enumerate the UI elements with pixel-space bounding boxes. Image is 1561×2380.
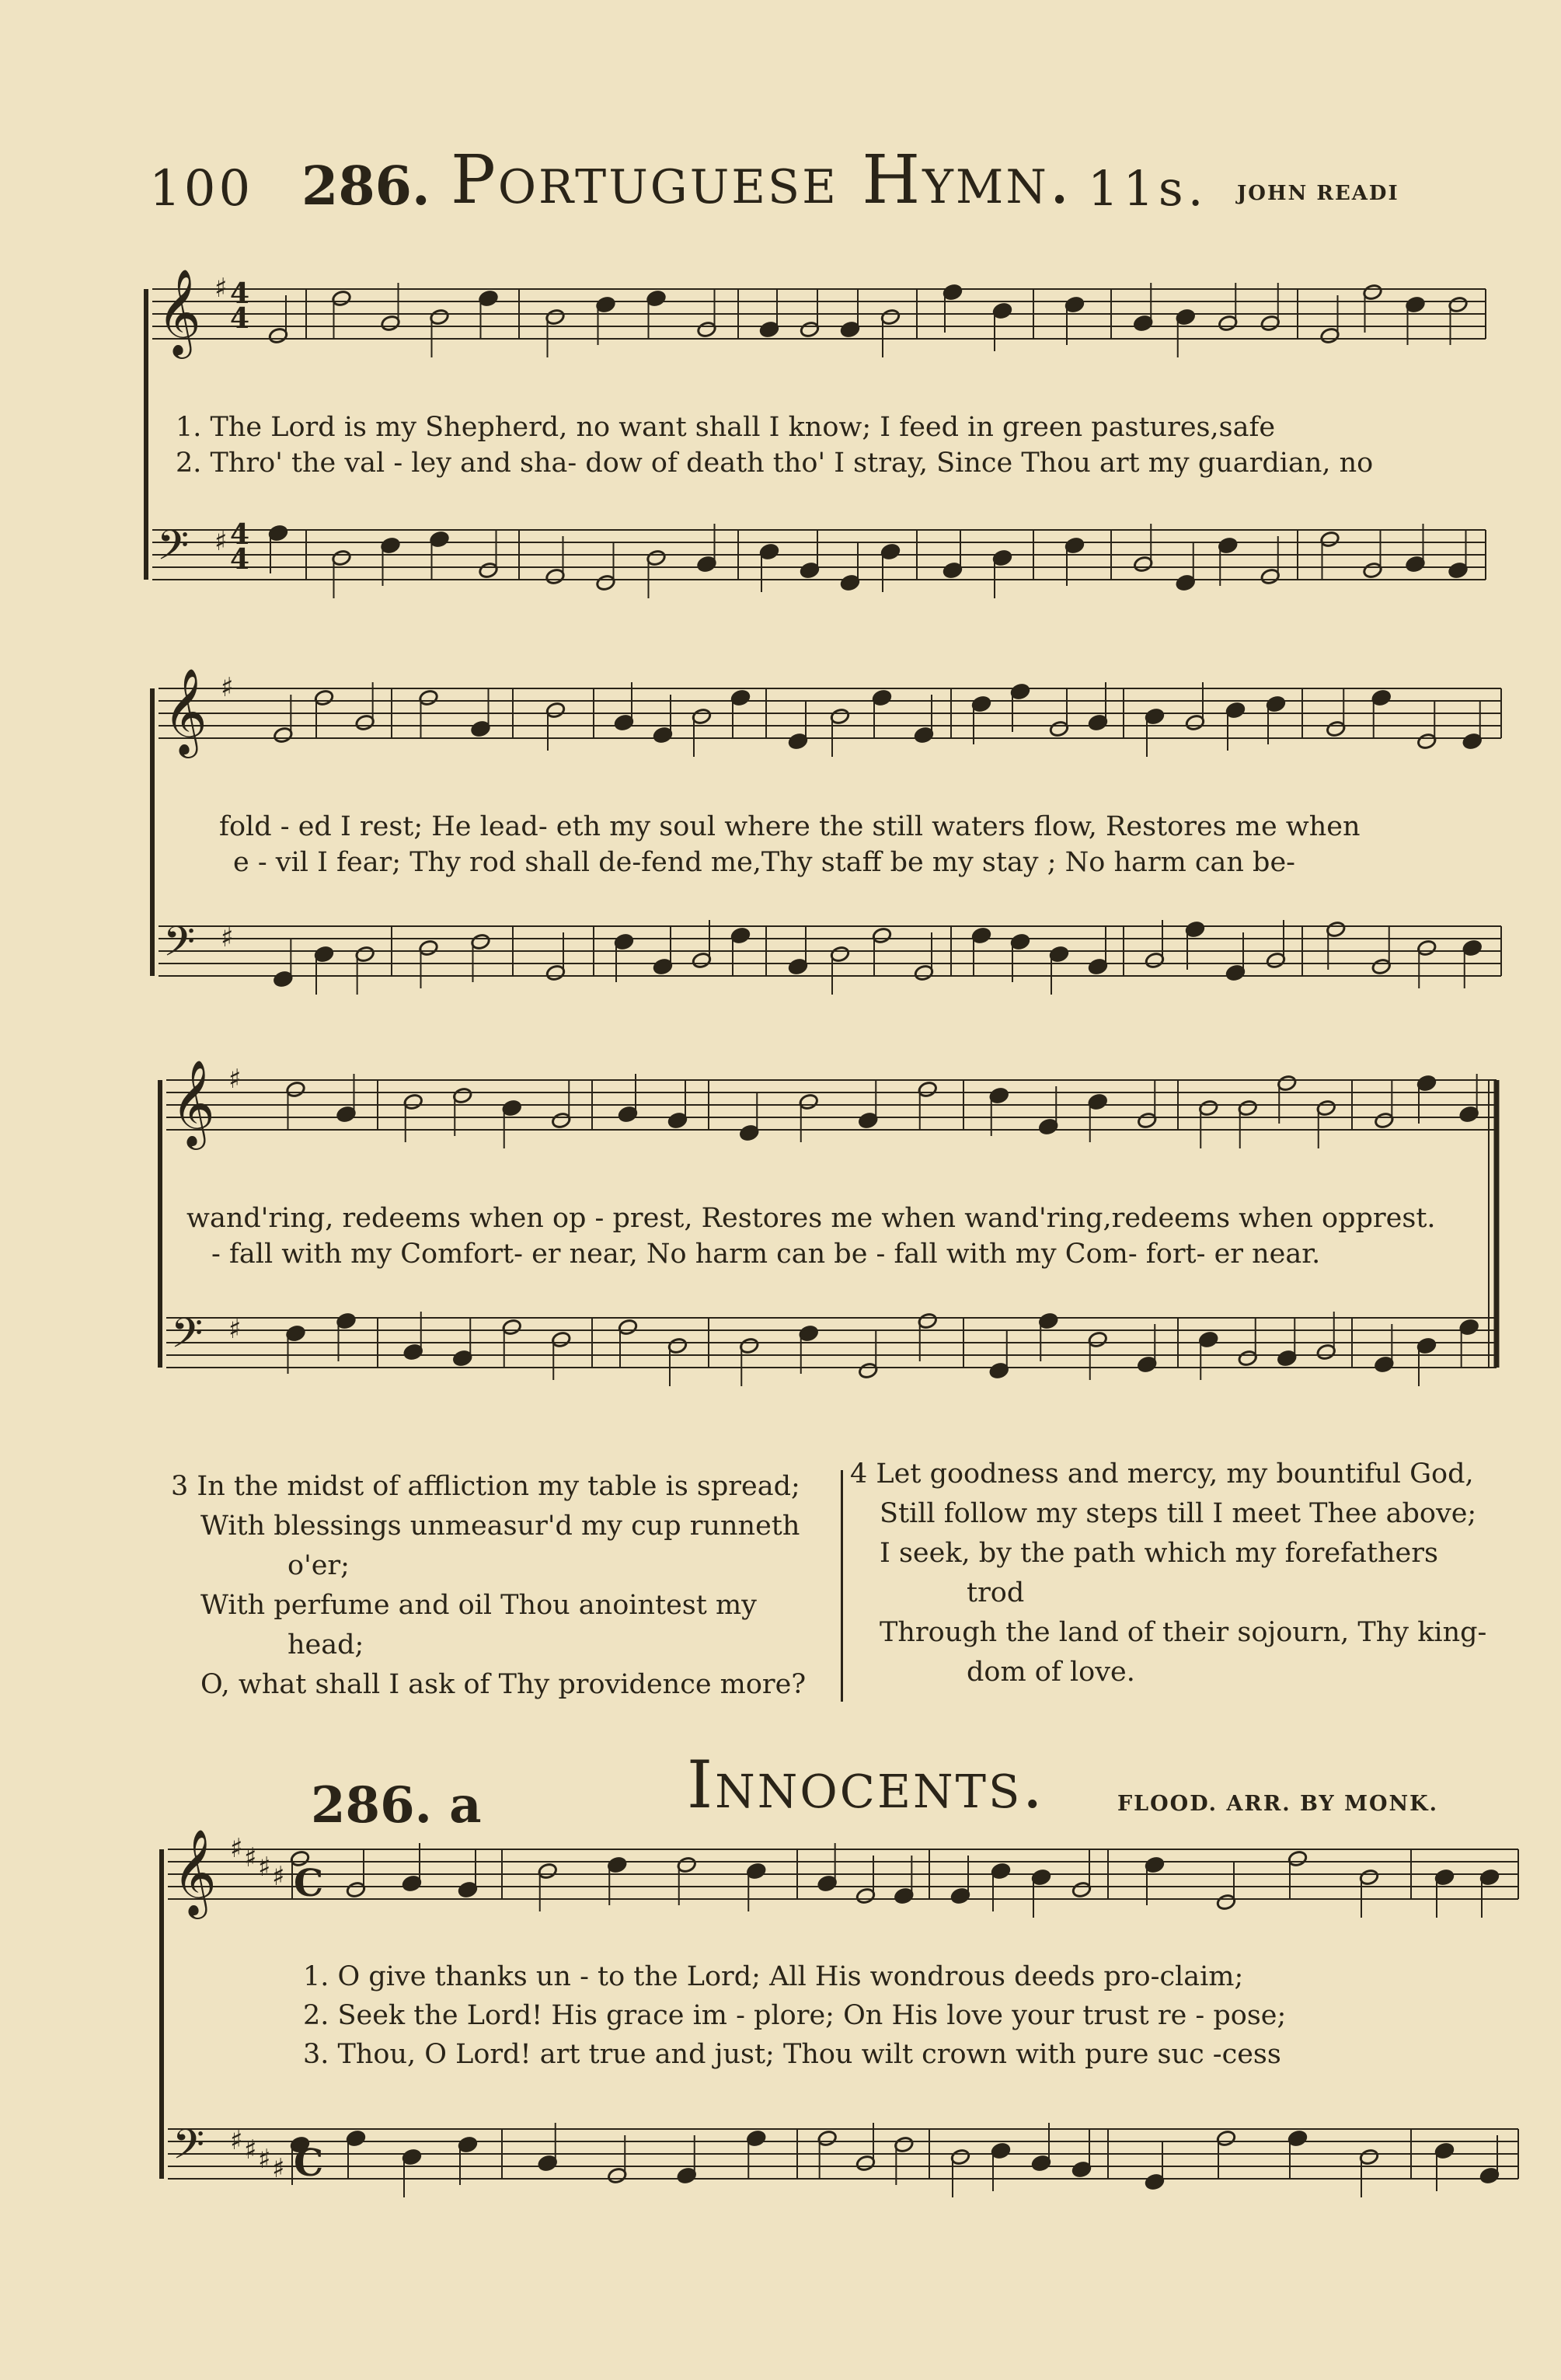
bass-clef: 𝄢 [172, 2121, 205, 2179]
verse-line: dom of love. [967, 1657, 1135, 1688]
sharp-sign: ♯ [228, 1314, 242, 1345]
common-time: C [294, 1862, 324, 1905]
sharp-sign: ♯ [221, 672, 234, 703]
lyric-line: 2. Seek the Lord! His grace im - plore; On His love your trust re - pose; [303, 2000, 1287, 2031]
sharp-sign: ♯ [258, 1852, 271, 1883]
hymn2-number: 286. a [311, 1776, 482, 1835]
verse-3 [171, 1467, 839, 1705]
sharp-sign: ♯ [272, 1861, 285, 1892]
time-signature: 4 [230, 302, 250, 335]
hymn2-title: Innocents. [687, 1747, 1046, 1823]
verse-number: 4 [850, 1458, 868, 1490]
verse-number: 3 [171, 1471, 189, 1502]
hymn-meter: 11s. [1088, 160, 1208, 217]
sharp-sign: ♯ [230, 1833, 243, 1864]
verse-line: In the midst of affliction my table is spread; [197, 1471, 800, 1502]
bass-clef: 𝄢 [171, 1310, 204, 1368]
hymn2-composer: FLOOD. ARR. BY MONK. [1117, 1792, 1439, 1816]
lyric-line: 1. The Lord is my Shepherd, no want shall I know; I feed in green pastures,safe [176, 412, 1276, 443]
sharp-sign: ♯ [214, 526, 228, 557]
bass-clef: 𝄢 [163, 918, 196, 976]
hymn-title: Portuguese Hymn. [451, 141, 1073, 219]
sharp-sign: ♯ [272, 2153, 285, 2184]
verse-line: O, what shall I ask of Thy providence more? [200, 1669, 807, 1700]
sharp-sign: ♯ [221, 922, 234, 953]
verse-line: I seek, by the path which my forefathers [880, 1538, 1438, 1569]
bass-clef: 𝄢 [157, 522, 190, 580]
verse-line: With blessings unmeasur'd my cup runneth [200, 1511, 800, 1542]
verse-line: o'er; [287, 1550, 350, 1581]
treble-clef: 𝄞 [157, 268, 201, 355]
treble-clef: 𝄞 [163, 667, 207, 754]
time-signature: 4 [230, 277, 250, 310]
sharp-sign: ♯ [228, 1064, 242, 1095]
common-time: C [294, 2141, 324, 2185]
page-number: 100 [149, 160, 254, 218]
lyric-line: 1. O give thanks un - to the Lord; All His wondrous deeds pro-claim; [303, 1961, 1244, 1992]
lyric-line: - fall with my Comfort- er near, No harm can be - fall with my Com- fort- er near. [211, 1239, 1321, 1270]
sharp-sign: ♯ [230, 2125, 243, 2156]
verse-line: head; [287, 1629, 364, 1660]
treble-clef: 𝄞 [171, 1059, 215, 1146]
time-signature: 4 [230, 518, 250, 551]
lyric-line: 2. Thro' the val - ley and sha- dow of death tho' I stray, Since Thou art my guardian, no [176, 448, 1374, 479]
verse-line: Let goodness and mercy, my bountiful God, [876, 1458, 1474, 1490]
lyric-line: fold - ed I rest; He lead- eth my soul where the still waters flow, Restores me when [219, 811, 1361, 842]
treble-clef: 𝄞 [172, 1828, 217, 1915]
verse-line: trod [967, 1577, 1025, 1608]
verse-line: Still follow my steps till I meet Thee above; [880, 1498, 1477, 1529]
verse-line: Through the land of their sojourn, Thy king- [880, 1617, 1487, 1648]
sharp-sign: ♯ [244, 2134, 257, 2166]
time-signature: 4 [230, 543, 250, 576]
verse-4 [850, 1455, 1534, 1692]
hymn-number: 286. [301, 155, 430, 218]
sharp-sign: ♯ [214, 273, 228, 304]
sharp-sign: ♯ [258, 2144, 271, 2175]
hymn-composer: JOHN READI [1237, 182, 1399, 205]
lyric-line: wand'ring, redeems when op - prest, Restores me when wand'ring,redeems when opprest. [186, 1203, 1436, 1234]
lyric-line: 3. Thou, O Lord! art true and just; Thou wilt crown with pure suc -cess [303, 2039, 1281, 2070]
verse-line: With perfume and oil Thou anointest my [200, 1590, 757, 1621]
verse-divider [841, 1470, 843, 1702]
sharp-sign: ♯ [244, 1842, 257, 1873]
lyric-line: e - vil I fear; Thy rod shall de-fend me,Thy staff be my stay ; No harm can be- [233, 847, 1295, 878]
